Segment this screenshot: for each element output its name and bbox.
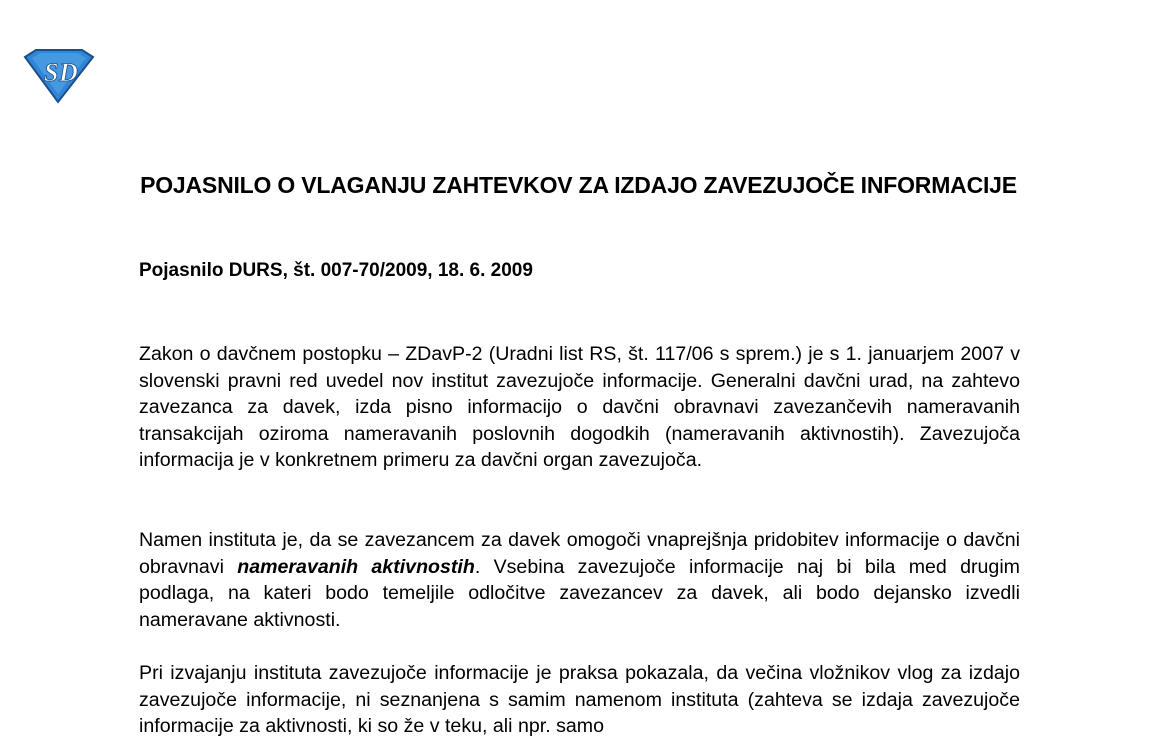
paragraph-1: Zakon o davčnem postopku – ZDavP-2 (Uradni list RS, št. 117/06 s sprem.) je s 1. januarjem 2007 v slovenski pravni red uvedel nov institut zavezujoče informacije. Generalni davčni urad, na zahtevo zavezanca za davek, izda pisno informacijo o davčni obravnavi zavezančevih nameravanih transakcijah oziroma nameravanih poslovnih dogodkih (nameravanih aktivnostih). Zavezujoča informacija je v konkretnem primeru za davčni organ zavezujoča. <box>139 343 1020 472</box>
sd-logo-icon <box>22 48 96 104</box>
paragraph-2-text-end: . Vsebina zavezujoče informacije naj bi bila med drugim podlaga, na kateri bodo temeljile odločitve zavezancev za davek, ali bodo dejansko izvedli nameravane aktivnosti. <box>139 555 1020 631</box>
svg-text:S: S <box>44 58 59 87</box>
svg-text:D: D <box>59 58 78 87</box>
document-title: POJASNILO O VLAGANJU ZAHTEVKOV ZA IZDAJO ZAVEZUJOČE INFORMACIJE <box>140 172 1017 198</box>
document-subtitle: Pojasnilo DURS, št. 007-70/2009, 18. 6. 2009 <box>139 260 533 281</box>
paragraph-2-emphasis: nameravanih aktivnostih <box>237 555 475 578</box>
paragraph-2-text-start: Namen instituta je, da se zavezancem za davek omogoči vnaprejšnja pridobitev informacije o davčni obravnavi <box>139 529 1020 578</box>
paragraph-2 <box>139 527 1020 633</box>
paragraph-3: Pri izvajanju instituta zavezujoče informacije je praksa pokazala, da večina vložnikov vlog za izdajo zavezujoče informacije, ni seznanjena s samim namenom instituta (zahteva se izdaja zavezujoče informacije za aktivnosti, ki so že v teku, ali npr. samo <box>139 662 1020 738</box>
